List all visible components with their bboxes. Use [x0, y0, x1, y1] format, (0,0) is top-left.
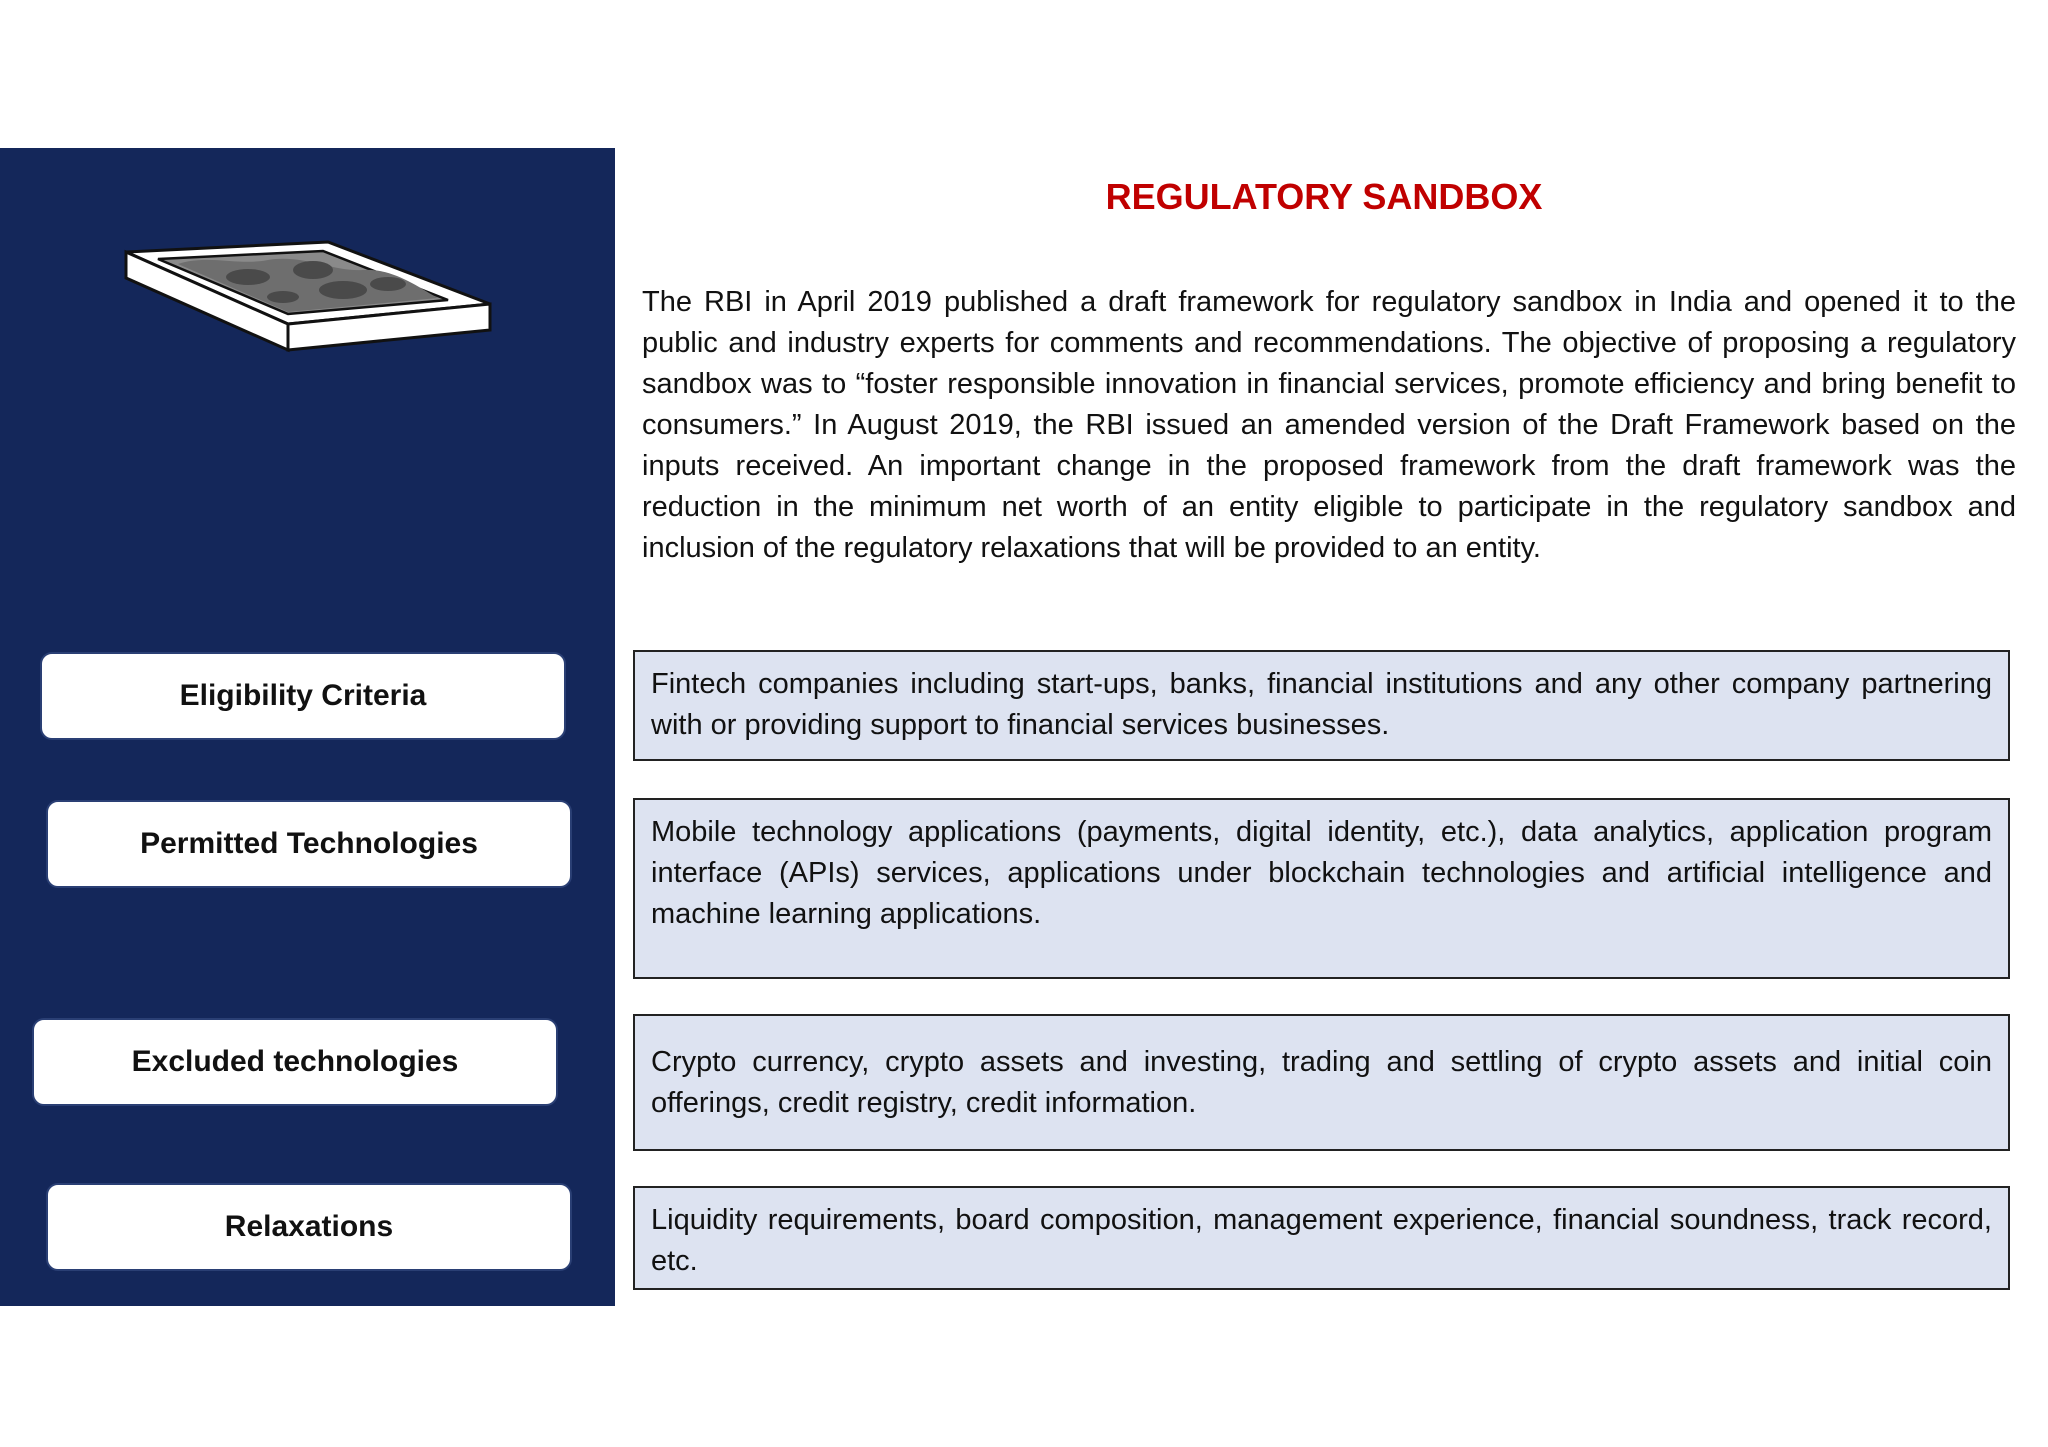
excluded-technologies-text-content: Crypto currency, crypto assets and investing, trading and settling of crypto assets and initial coin offerings, credit registry, credit information. [651, 1045, 1992, 1119]
permitted-technologies-text: Mobile technology applications (payments, digital identity, etc.), data analytics, application program interface (APIs) services, applications under blockchain technologies and artificial intelligence and machine learning applications. [633, 798, 2010, 979]
eligibility-criteria-label: Eligibility Criteria [40, 652, 566, 740]
excluded-technologies-label: Excluded technologies [32, 1018, 558, 1106]
relaxations-text: Liquidity requirements, board composition, management experience, financial soundness, track record, etc. [633, 1186, 2010, 1290]
intro-paragraph: The RBI in April 2019 published a draft framework for regulatory sandbox in India and opened it to the public and industry experts for comments and recommendations. The objective of proposing a regulatory sandbox was to “foster responsible innovation in financial services, promote efficiency and bring benefit to consumers.” In August 2019, the RBI issued an amended version of the Draft Framework based on the inputs received. An important change in the proposed framework from the draft framework was the reduction in the minimum net worth of an entity eligible to participate in the regulatory sandbox and inclusion of the regulatory relaxations that will be provided to an entity. [642, 286, 2016, 564]
page-title: REGULATORY SANDBOX [1105, 176, 1543, 217]
sandbox-tray-icon [118, 232, 498, 362]
excluded-technologies-text [633, 1014, 2010, 1151]
permitted-technologies-label: Permitted Technologies [46, 800, 572, 888]
relaxations-label: Relaxations [46, 1183, 572, 1271]
eligibility-criteria-text: Fintech companies including start-ups, banks, financial institutions and any other company partnering with or providing support to financial services businesses. [633, 650, 2010, 761]
